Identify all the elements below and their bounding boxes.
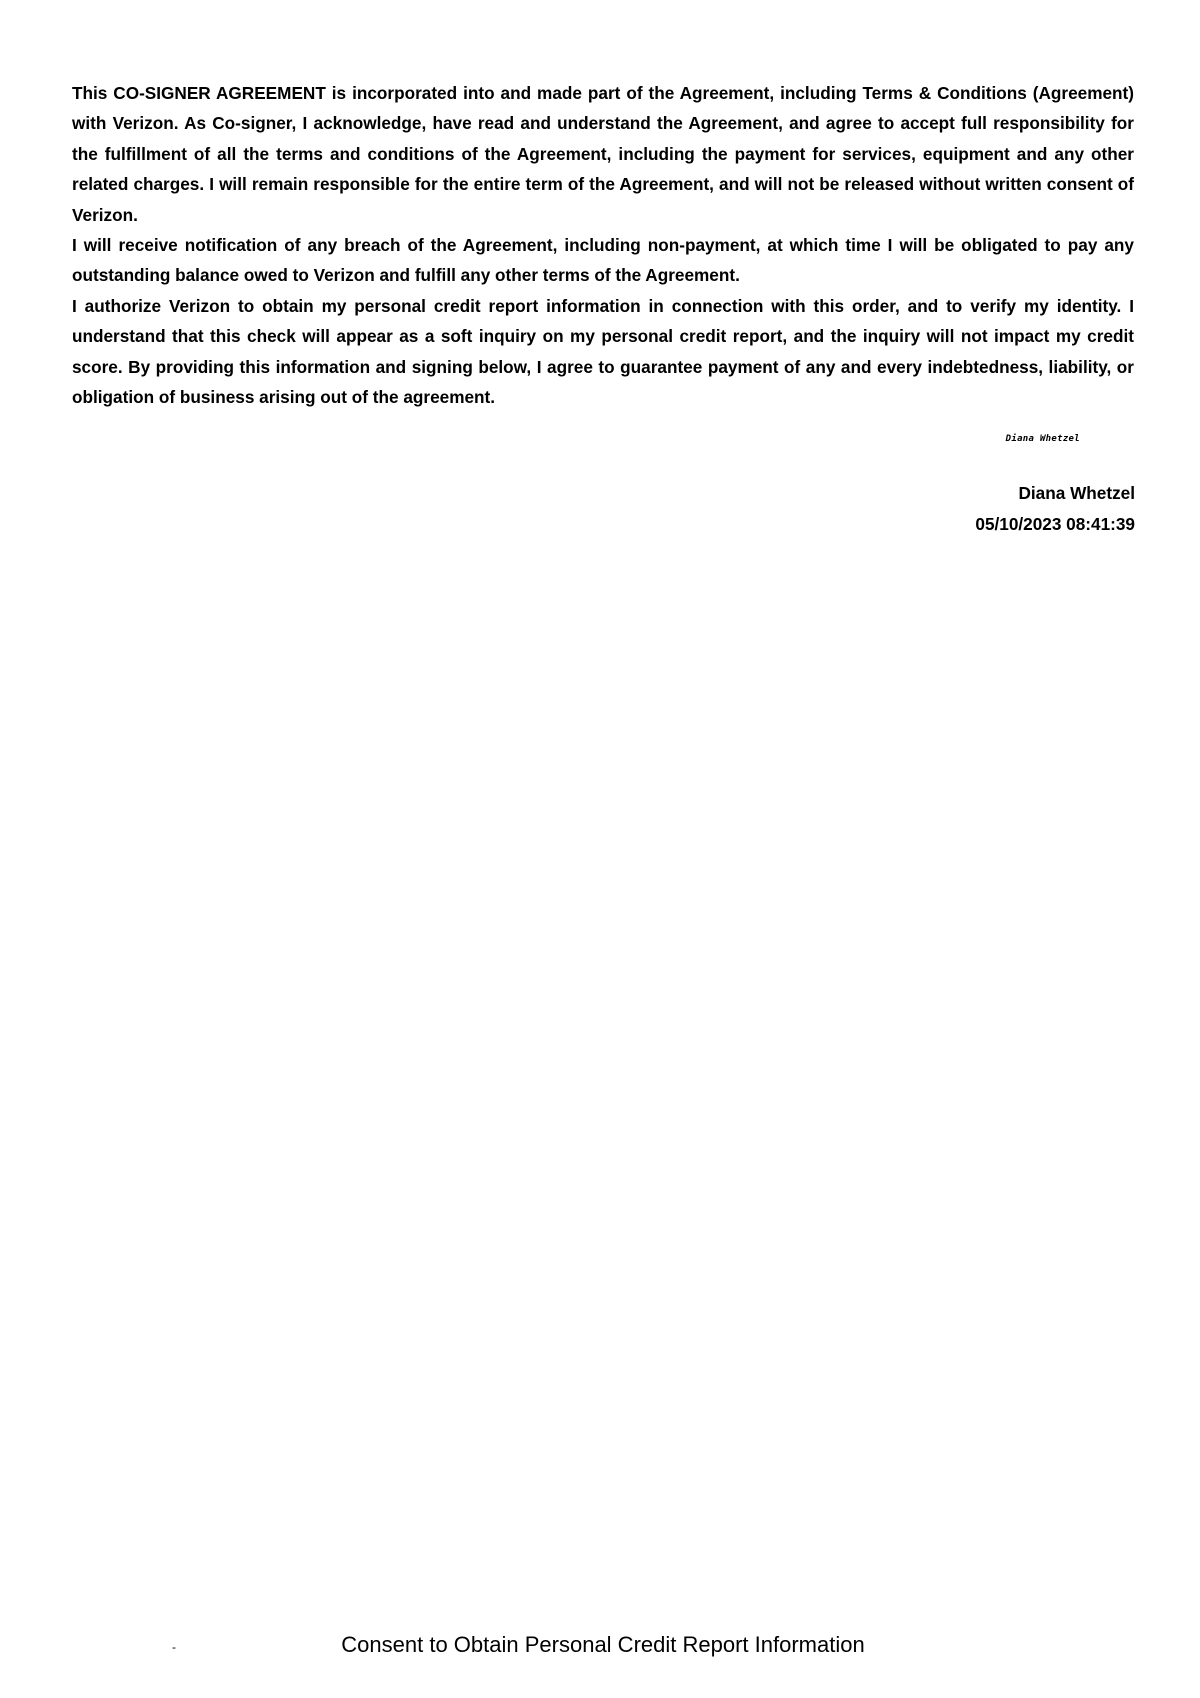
signature-timestamp: 05/10/2023 08:41:39 bbox=[975, 514, 1135, 534]
footer-marker: - bbox=[172, 1640, 176, 1654]
agreement-paragraph-2: I will receive notification of any breach of the Agreement, including non-payment, at which time I will be obligated to pay any outstanding balance owed to Verizon and fulfill any other terms of the Agreement. bbox=[72, 235, 1134, 286]
agreement-paragraph-1: This CO-SIGNER AGREEMENT is incorporated into and made part of the Agreement, including Terms & Conditions (Agreement) with Verizon. As Co-signer, I acknowledge, have read and understand the Agreement, and agree to accept full responsibility for the fulfillment of all the terms and conditions of the Agreement, including the payment for services, equipment and any other related charges. I will remain responsible for the entire term of the Agreement, and will not be released without written consent of Verizon. bbox=[72, 83, 1134, 225]
co-signer-agreement-text bbox=[72, 78, 1134, 412]
signature-image: Diana Whetzel bbox=[1005, 434, 1080, 444]
footer-title: Consent to Obtain Personal Credit Report Information bbox=[341, 1632, 865, 1657]
signer-name: Diana Whetzel bbox=[1018, 483, 1135, 503]
signer-block bbox=[975, 478, 1135, 540]
agreement-paragraph-3: I authorize Verizon to obtain my personal credit report information in connection with this order, and to verify my identity. I understand that this check will appear as a soft inquiry on my personal credit report, and the inquiry will not impact my credit score. By providing this information and signing below, I agree to guarantee payment of any and every indebtedness, liability, or obligation of business arising out of the agreement. bbox=[72, 295, 1134, 408]
